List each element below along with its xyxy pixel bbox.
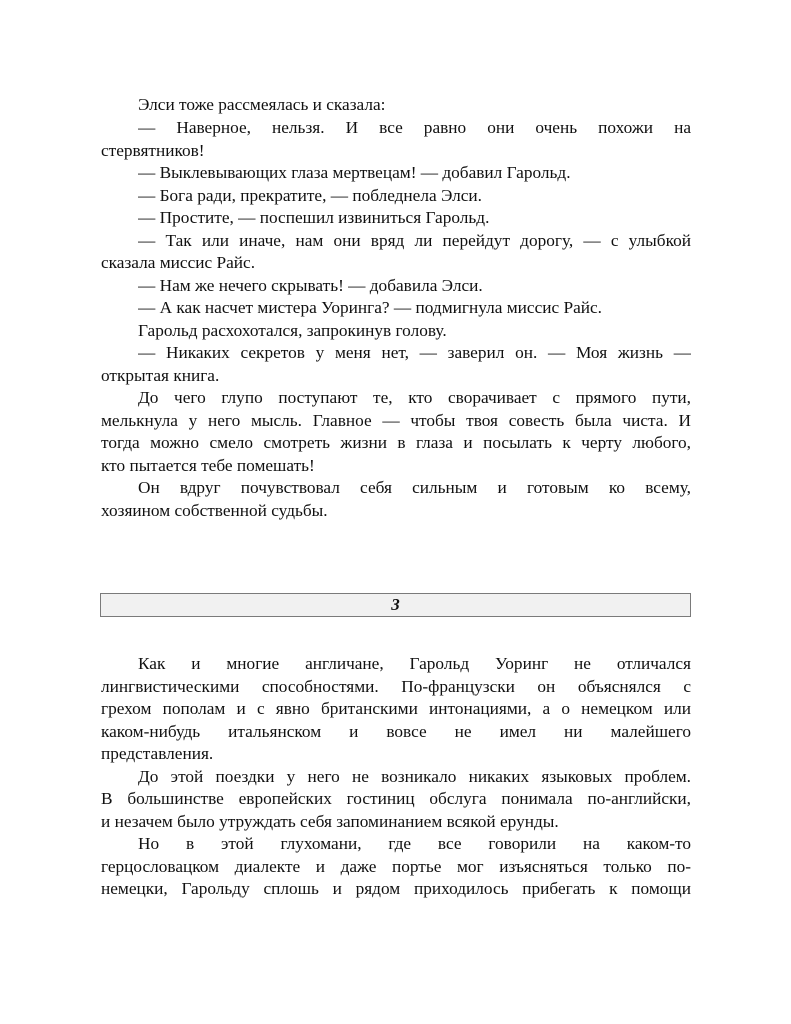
text-line: мелькнула у него мысль. Главное — чтобы твоя совесть была чиста. И [101,411,691,430]
text-line: — Никаких секретов у меня нет, — заверил он. — Моя жизнь — [138,343,691,362]
text-line: — Нам же нечего скрывать! — добавила Элси. [138,276,483,295]
text-line: — Простите, — поспешил извиниться Гарольд. [138,208,490,227]
text-line: стервятников! [101,141,205,160]
chapter-heading [100,593,691,617]
text-line: и незачем было утруждать себя запоминанием всякой ерунды. [101,812,559,831]
text-line: Гарольд расхохотался, запрокинув голову. [138,321,447,340]
chapter-number: 3 [391,595,400,614]
text-line: немецки, Гарольду сплошь и рядом приходилось прибегать к помощи [101,879,691,898]
text-line: До этой поездки у него не возникало никаких языковых проблем. [138,767,691,786]
text-line: тогда можно смело смотреть жизни в глаза и посылать к черту любого, [101,433,691,452]
text-line: Но в этой глухомани, где все говорили на каком-то [138,834,691,853]
text-line: герцословацком диалекте и даже портье мог изъясняться только по- [101,857,691,876]
text-line: Элси тоже рассмеялась и сказала: [138,95,386,114]
text-line: В большинстве европейских гостиниц обслуга понимала по-английски, [101,789,691,808]
text-line: хозяином собственной судьбы. [101,501,328,520]
text-line: — Выклевывающих глаза мертвецам! — добавил Гарольд. [138,163,571,182]
text-line: — А как насчет мистера Уоринга? — подмигнула миссис Райс. [138,298,603,317]
text-line: кто пытается тебе помешать! [101,456,315,475]
text-line: — Так или иначе, нам они вряд ли перейдут дорогу, — с улыбкой [138,231,691,250]
text-line: представления. [101,744,214,763]
text-line: лингвистическими способностями. По-французски он объяснялся с [101,677,691,696]
text-line: — Бога ради, прекратите, — побледнела Элси. [138,186,483,205]
text-line: — Наверное, нельзя. И все равно они очень похожи на [138,118,691,137]
text-line: Он вдруг почувствовал себя сильным и готовым ко всему, [138,478,691,497]
text-line: Как и многие англичане, Гарольд Уоринг не отличался [138,654,691,673]
text-line: сказала миссис Райс. [101,253,256,272]
text-line: До чего глупо поступают те, кто сворачивает с прямого пути, [138,388,691,407]
text-line: грехом пополам и с явно британскими интонациями, а о немецком или [101,699,691,718]
text-line: каком-нибудь итальянском и вовсе не имел ни малейшего [101,722,691,741]
text-line: открытая книга. [101,366,220,385]
